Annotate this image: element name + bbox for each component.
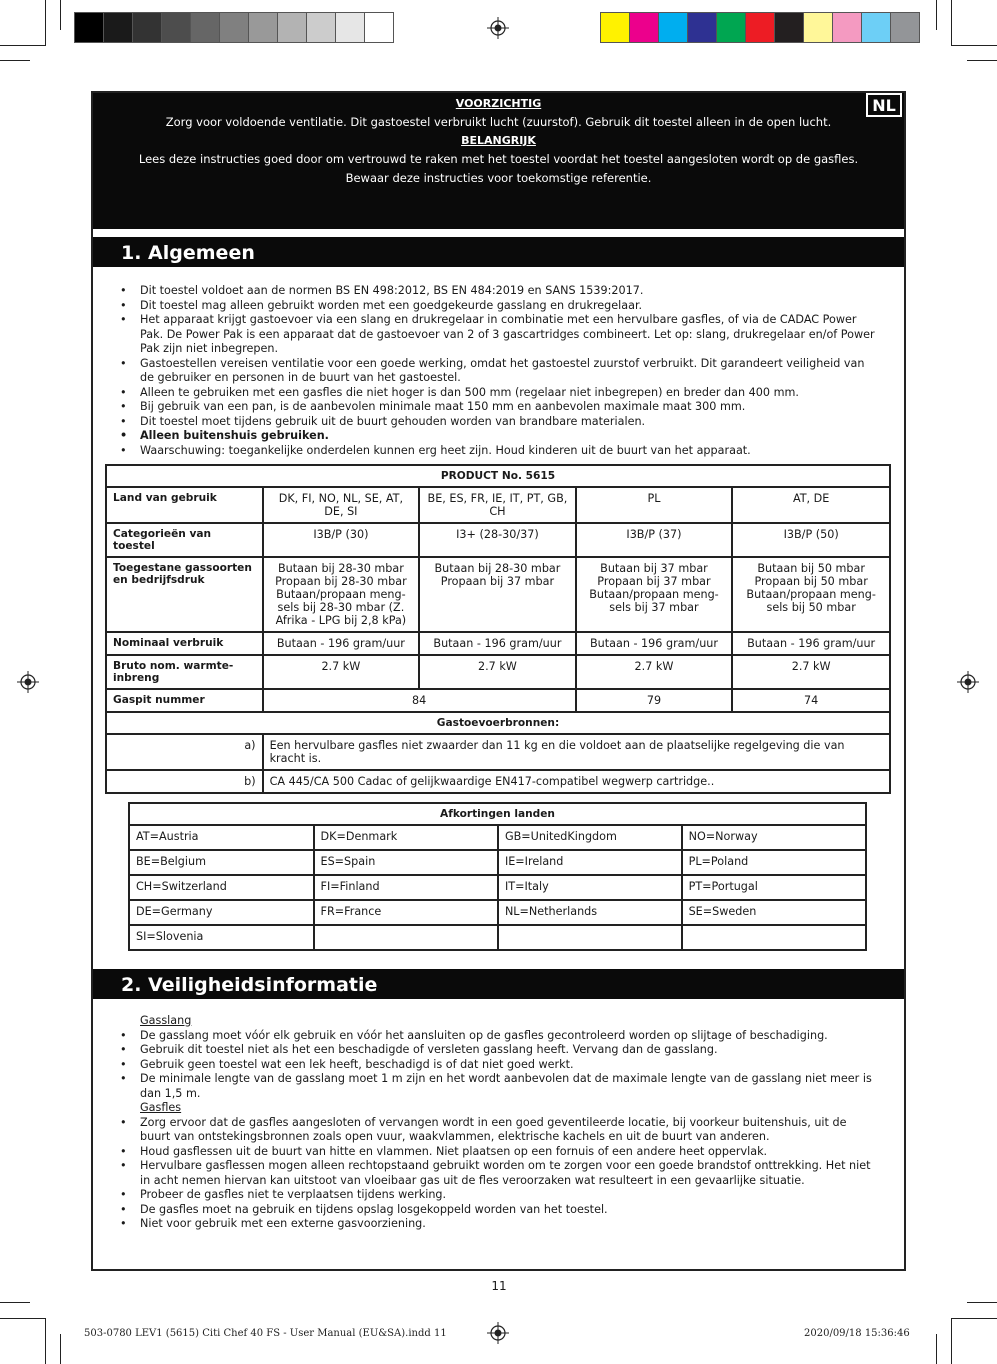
table-row — [106, 655, 890, 689]
table-cell: Butaan bij 28-30 mbar Propaan bij 28-30 mbar Butaan/propaan meng-sels bij 28-30 mbar (Z. Afrika - LPG bij 2,8 kPa) — [263, 557, 420, 632]
crop-mark — [951, 1318, 952, 1364]
table-cell: I3B/P (50) — [732, 523, 890, 557]
color-swatch — [629, 12, 659, 43]
table-cell: 2.7 kW — [419, 655, 575, 689]
table-cell — [314, 925, 498, 950]
table-row — [106, 734, 890, 770]
table-cell: CH=Switzerland — [129, 875, 314, 900]
footer-datetime: 2020/09/18 15:36:46 — [804, 1328, 910, 1339]
table-cell: IT=Italy — [498, 875, 682, 900]
list-item: • De minimale lengte van de gasslang moet 1 m zijn en het wordt aanbevolen dat de maximale lengte van de gasslang niet meer is dan 1,5 m. — [118, 1072, 878, 1101]
color-swatch — [248, 12, 278, 43]
table-cell: 84 — [263, 689, 576, 712]
color-swatch — [190, 12, 220, 43]
table-cell: I3+ (28-30/37) — [419, 523, 575, 557]
color-swatch — [161, 12, 191, 43]
color-swatch — [774, 12, 804, 43]
table-row — [129, 850, 866, 875]
language-badge: NL — [866, 93, 902, 117]
important-heading: BELANGRIJK — [461, 134, 536, 147]
table-row — [129, 875, 866, 900]
supply-key: b) — [106, 770, 263, 793]
product-table-title: PRODUCT No. 5615 — [106, 465, 890, 487]
color-swatch — [687, 12, 717, 43]
list-item: • Waarschuwing: toegankelijke onderdelen kunnen erg heet zijn. Houd kinderen uit de buurt van het apparaat. — [118, 444, 878, 459]
supply-title: Gastoevoerbronnen: — [106, 712, 890, 734]
page-number: 11 — [491, 1279, 507, 1293]
table-cell: DK=Denmark — [314, 825, 498, 850]
country-abbreviations-table — [128, 802, 867, 951]
table-row — [129, 925, 866, 950]
crop-mark — [0, 45, 46, 46]
crop-mark — [0, 1302, 30, 1303]
table-cell: SE=Sweden — [682, 900, 866, 925]
table-row — [129, 900, 866, 925]
row-label: Gaspit nummer — [106, 689, 263, 712]
list-item: • De gasslang moet vóór elk gebruik en vóór het aansluiten op de gasfles gecontroleerd worden op slijtage of beschadiging. — [118, 1029, 878, 1044]
crop-mark — [967, 60, 997, 61]
caution-text: Zorg voor voldoende ventilatie. Dit gastoestel verbruikt lucht (zuurstof). Gebruik dit toestel alleen in de open lucht. — [165, 115, 832, 129]
table-row — [106, 712, 890, 734]
supply-text: Een hervulbare gasfles niet zwaarder dan 11 kg en die voldoet aan de plaatselijke regelgeving die van kracht is. — [263, 734, 890, 770]
table-row — [129, 825, 866, 850]
color-swatch — [658, 12, 688, 43]
color-swatch — [861, 12, 891, 43]
list-item: • Probeer de gasfles niet te verplaatsen tijdens werking. — [118, 1188, 878, 1203]
registration-mark-icon — [487, 17, 509, 39]
list-item: • Hervulbare gasflessen mogen alleen rechtopstaand gebruikt worden om te zorgen voor een goede brandstof onttrekking. Het niet in acht nemen hiervan kan uitstoot van vloeibaar gas uit de fles veroorzaken wat resulteert in een gevaarlijke situatie. — [118, 1159, 878, 1188]
table-row — [106, 523, 890, 557]
crop-mark — [60, 1334, 61, 1364]
table-cell: I3B/P (37) — [576, 523, 733, 557]
caution-heading: VOORZICHTIG — [455, 97, 542, 110]
table-cell: FI=Finland — [314, 875, 498, 900]
table-cell: DK, FI, NO, NL, SE, AT, DE, SI — [263, 487, 420, 523]
table-cell: AT, DE — [732, 487, 890, 523]
table-cell: Butaan - 196 gram/uur — [576, 632, 733, 655]
table-row — [106, 632, 890, 655]
footer-filename: 503-0780 LEV1 (5615) Citi Chef 40 FS - User Manual (EU&SA).indd 11 — [84, 1328, 447, 1339]
crop-mark — [967, 1302, 997, 1303]
important-text: Lees deze instructies goed door om vertrouwd te raken met het toestel voordat het toestel aangesloten wordt op de gasfles. — [138, 152, 859, 166]
registration-mark-icon — [17, 671, 39, 693]
color-swatch — [745, 12, 775, 43]
table-cell: Butaan bij 50 mbar Propaan bij 50 mbar Butaan/propaan meng-sels bij 50 mbar — [732, 557, 890, 632]
crop-mark — [45, 1318, 46, 1364]
row-label: Categorieën van toestel — [106, 523, 263, 557]
color-swatch — [132, 12, 162, 43]
color-swatch — [74, 12, 104, 43]
subsection-heading — [118, 1101, 878, 1116]
color-swatch — [890, 12, 920, 43]
color-swatch — [306, 12, 336, 43]
table-cell: Butaan - 196 gram/uur — [732, 632, 890, 655]
section-heading: 1. Algemeen — [93, 234, 904, 267]
row-label: Bruto nom. warmte-inbreng — [106, 655, 263, 689]
list-item: • Gebruik geen toestel wat een lek heeft, beschadigd is of dat niet goed werkt. — [118, 1058, 878, 1073]
list-item: • Dit toestel moet tijdens gebruik uit de buurt gehouden worden van brandbare materialen. — [118, 415, 878, 430]
crop-mark — [951, 45, 997, 46]
table-cell: GB=UnitedKingdom — [498, 825, 682, 850]
table-cell: 79 — [576, 689, 733, 712]
table-cell: DE=Germany — [129, 900, 314, 925]
table-cell: NO=Norway — [682, 825, 866, 850]
crop-mark — [0, 60, 30, 61]
table-cell: 74 — [732, 689, 890, 712]
color-swatch — [716, 12, 746, 43]
row-label: Nominaal verbruik — [106, 632, 263, 655]
table-cell: PL — [576, 487, 733, 523]
color-swatch — [832, 12, 862, 43]
table-cell: BE, ES, FR, IE, IT, PT, GB, CH — [419, 487, 575, 523]
list-item: • Dit toestel mag alleen gebruikt worden met een goedgekeurde gasslang en drukregelaar. — [118, 299, 878, 314]
abbreviations-title: Afkortingen landen — [129, 803, 866, 825]
crop-mark — [60, 0, 61, 30]
registration-mark-icon — [957, 671, 979, 693]
table-cell: SI=Slovenia — [129, 925, 314, 950]
table-cell: NL=Netherlands — [498, 900, 682, 925]
list-item: • Het apparaat krijgt gastoevoer via een slang en drukregelaar in combinatie met een hervulbare gasfles, of via de CADAC Power Pak. De Power Pak is een apparaat dat de gastoevoer van 2 of 3 gascartridges combineert. Let op: slang, drukregelaar en/of Power Pak zijn niet inbegrepen. — [118, 313, 878, 357]
table-row — [106, 487, 890, 523]
section-heading: 2. Veiligheidsinformatie — [93, 966, 904, 999]
table-cell: 2.7 kW — [576, 655, 733, 689]
table-cell: PT=Portugal — [682, 875, 866, 900]
color-swatch — [103, 12, 133, 43]
color-swatch — [803, 12, 833, 43]
row-label: Toegestane gassoorten en bedrijfsdruk — [106, 557, 263, 632]
subsection-heading — [118, 1014, 878, 1029]
color-swatch — [219, 12, 249, 43]
warning-banner — [93, 93, 904, 229]
table-cell: 2.7 kW — [732, 655, 890, 689]
list-item: • Gastoestellen vereisen ventilatie voor een goede werking, omdat het gastoestel zuurstof verbruikt. Dit garandeert veiligheid van de gebruiker en personen in de buurt van het gastoestel. — [118, 357, 878, 386]
general-bullet-list — [118, 284, 878, 458]
row-label: Land van gebruik — [106, 487, 263, 523]
crop-mark — [936, 0, 937, 30]
list-item: • Houd gasflessen uit de buurt van hitte en vlammen. Niet plaatsen op een fornuis of een andere heet oppervlak. — [118, 1145, 878, 1160]
list-item: • De gasfles moet na gebruik en tijdens opslag losgekoppeld worden van het toestel. — [118, 1203, 878, 1218]
supply-text: CA 445/CA 500 Cadac of gelijkwaardige EN417-compatibel wegwerp cartridge.. — [263, 770, 890, 793]
table-row — [106, 557, 890, 632]
table-cell: AT=Austria — [129, 825, 314, 850]
table-cell — [682, 925, 866, 950]
supply-key: a) — [106, 734, 263, 770]
table-cell: Butaan bij 28-30 mbar Propaan bij 37 mbar — [419, 557, 575, 632]
crop-mark — [0, 1318, 46, 1319]
list-item: • Alleen buitenshuis gebruiken. — [118, 429, 878, 444]
table-cell: FR=France — [314, 900, 498, 925]
crop-mark — [45, 0, 46, 46]
table-cell — [498, 925, 682, 950]
table-cell: BE=Belgium — [129, 850, 314, 875]
list-item: • Alleen te gebruiken met een gasfles die niet hoger is dan 500 mm (regelaar niet inbegrepen) en breder dan 400 mm. — [118, 386, 878, 401]
color-swatch — [364, 12, 394, 43]
table-row — [106, 770, 890, 793]
table-cell: I3B/P (30) — [263, 523, 420, 557]
list-item: • Niet voor gebruik met een externe gasvoorziening. — [118, 1217, 878, 1232]
crop-mark — [936, 1334, 937, 1364]
list-item: • Dit toestel voldoet aan de normen BS EN 498:2012, BS EN 484:2019 en SANS 1539:2017. — [118, 284, 878, 299]
table-cell: Butaan - 196 gram/uur — [263, 632, 420, 655]
safety-bullet-list — [118, 1014, 878, 1232]
keep-instructions-text: Bewaar deze instructies voor toekomstige referentie. — [345, 171, 652, 185]
color-swatch — [335, 12, 365, 43]
color-swatch — [600, 12, 630, 43]
table-cell: PL=Poland — [682, 850, 866, 875]
registration-mark-icon — [487, 1322, 509, 1344]
table-cell: Butaan bij 37 mbar Propaan bij 37 mbar Butaan/propaan meng-sels bij 37 mbar — [576, 557, 733, 632]
list-item: • Zorg ervoor dat de gasfles aangesloten of vervangen wordt in een goed geventileerde locatie, bij voorkeur buitenshuis, uit de buurt van ontstekingsbronnen zoals open vuur, waakvlammen, elektrische kachels en uit de buurt van anderen. — [118, 1116, 878, 1145]
color-swatch — [277, 12, 307, 43]
list-item: • Gebruik dit toestel niet als het een beschadigde of versleten gasslang heeft. Vervang dan de gasslang. — [118, 1043, 878, 1058]
table-row — [106, 689, 890, 712]
crop-mark — [951, 1318, 997, 1319]
product-table — [105, 464, 891, 794]
list-item: • Bij gebruik van een pan, is de aanbevolen minimale maat 150 mm en aanbevolen maximale maat 300 mm. — [118, 400, 878, 415]
subsection-heading-text: Gasslang — [140, 1014, 192, 1027]
table-cell: ES=Spain — [314, 850, 498, 875]
table-cell: 2.7 kW — [263, 655, 420, 689]
table-cell: Butaan - 196 gram/uur — [419, 632, 575, 655]
subsection-heading-text: Gasfles — [140, 1101, 182, 1114]
table-cell: IE=Ireland — [498, 850, 682, 875]
crop-mark — [951, 0, 952, 46]
